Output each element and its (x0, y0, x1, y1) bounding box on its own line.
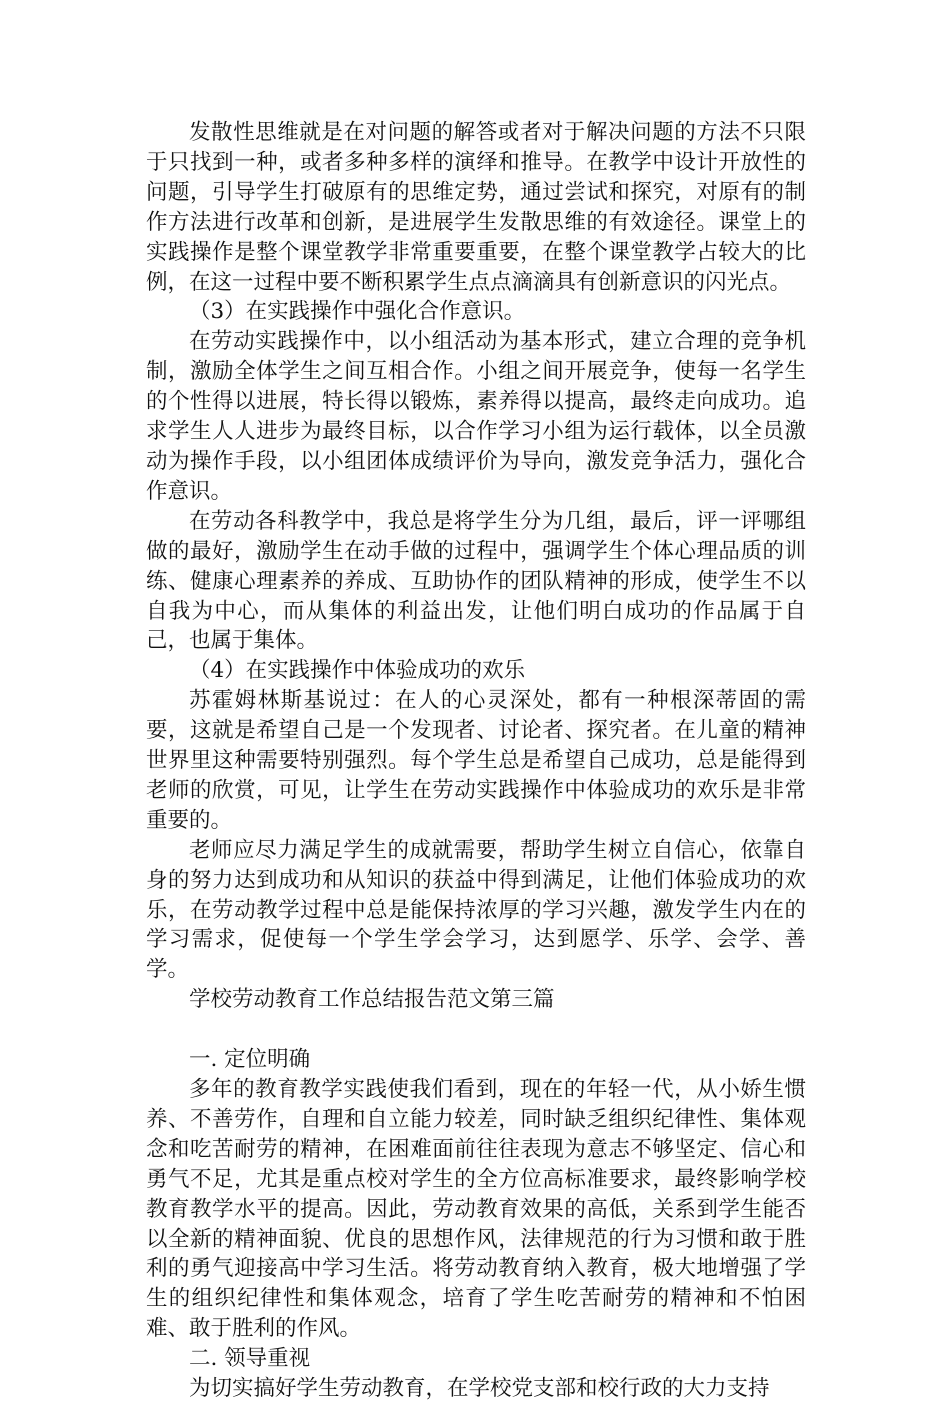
heading-leadership: 二. 领导重视 (189, 1346, 311, 1372)
document-body (146, 118, 806, 1404)
heading-positioning: 一. 定位明确 (189, 1047, 311, 1073)
paragraph-group-activity: 在劳动实践操作中，以小组活动为基本形式，建立合理的竞争机制，激励全体学生之间互相合作。小组之间开展竞争，使每一名学生的个性得以进展，特长得以锻炼，素养得以提高，最终走向成功。追求学生人人进步为最终目标，以合作学习小组为运行载体，以全员激动为操作手段，以小组团体成绩评价为导向，激发竞争活力，强化合作意识。 (146, 329, 806, 504)
blank-line (146, 1015, 806, 1045)
heading-success-joy: （4）在实践操作中体验成功的欢乐 (189, 658, 526, 684)
paragraph-labor-education-importance: 多年的教育教学实践使我们看到，现在的年轻一代，从小娇生惯养、不善劳作，自理和自立能力较差，同时缺乏组织纪律性、集体观念和吃苦耐劳的精神，在困难面前往往表现为意志不够坚定、信心和勇气不足，尤其是重点校对学生的全方位高标准要求，最终影响学校教育教学水平的提高。因此，劳动教育效果的高低，关系到学生能否以全新的精神面貌、优良的思想作风，法律规范的行为习惯和敢于胜利的勇气迎接高中学习生活。将劳动教育纳入教育，极大地增强了学生的组织纪律性和集体观念，培育了学生吃苦耐劳的精神和不怕困难、敢于胜利的作风。 (146, 1076, 806, 1342)
heading-cooperation: （3）在实践操作中强化合作意识。 (189, 299, 526, 325)
paragraph-leadership-support: 为切实搞好学生劳动教育，在学校党支部和校行政的大力支持 (189, 1376, 770, 1402)
paragraph-divergent-thinking: 发散性思维就是在对问题的解答或者对于解决问题的方法不只限于只找到一种，或者多种多样的演绎和推导。在教学中设计开放性的问题，引导学生打破原有的思维定势，通过尝试和探究，对原有的制作方法进行改革和创新，是进展学生发散思维的有效途径。课堂上的实践操作是整个课堂教学非常重要重要，在整个课堂教学占较大的比例，在这一过程中要不断积累学生点点滴滴具有创新意识的闪光点。 (146, 120, 806, 295)
paragraph-group-evaluation: 在劳动各科教学中，我总是将学生分为几组，最后，评一评哪组做的最好，激励学生在动手做的过程中，强调学生个体心理品质的训练、健康心理素养的养成、互助协作的团队精神的形成，使学生不以自我为中心，而从集体的利益出发，让他们明白成功的作品属于自己，也属于集体。 (146, 508, 806, 654)
paragraph-sukhomlinsky-quote: 苏霍姆林斯基说过：在人的心灵深处，都有一种根深蒂固的需要，这就是希望自己是一个发现者、讨论者、探究者。在儿童的精神世界里这种需要特别强烈。每个学生总是希望自己成功，总是能得到老师的欣赏，可见，让学生在劳动实践操作中体验成功的欢乐是非常重要的。 (146, 688, 806, 833)
section-title-third-article: 学校劳动教育工作总结报告范文第三篇 (189, 987, 555, 1013)
paragraph-achievement-needs: 老师应尽力满足学生的成就需要，帮助学生树立自信心，依靠自身的努力达到成功和从知识的获益中得到满足，让他们体验成功的欢乐，在劳动教学过程中总是能保持浓厚的学习兴趣，激发学生内在的学习需求，促使每一个学生学会学习，达到愿学、乐学、会学、善学。 (146, 837, 806, 983)
